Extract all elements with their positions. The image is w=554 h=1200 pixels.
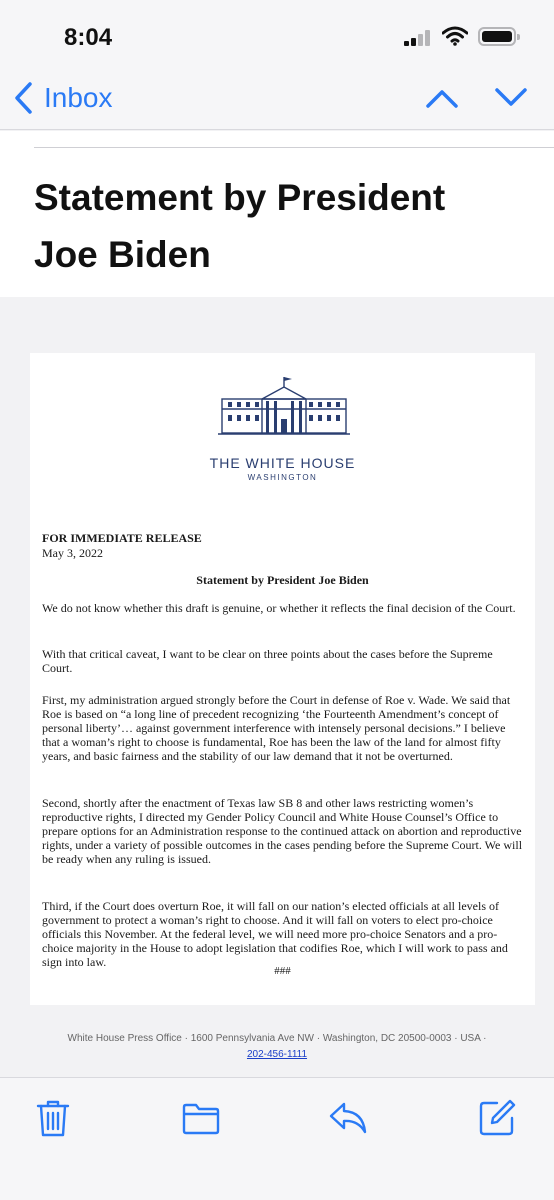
footer-address: White House Press Office · 1600 Pennsylvania Ave NW · Washington, DC 20500-0003 · USA ·	[67, 1033, 487, 1044]
next-message-button[interactable]	[493, 84, 529, 112]
wifi-icon	[442, 26, 468, 46]
white-house-logo-icon	[218, 375, 350, 437]
folder-icon	[181, 1098, 221, 1138]
email-header	[0, 131, 554, 297]
previous-message-button[interactable]	[424, 84, 460, 112]
paragraph: Third, if the Court does overturn Roe, it will fall on our nation’s elected officials at all levels of government to protect a woman’s right to choose. And it will fall on voters to elect pro-choice officials this November. At the federal level, we will need more pro-choice Senators and a pro-choice majority in the House to adopt legislation that codifies Roe, which I will work to pass and sign into law.	[42, 899, 508, 969]
paragraph: We do not know whether this draft is genuine, or whether it reflects the final decision of the Court.	[42, 601, 516, 615]
back-label: Inbox	[44, 82, 113, 113]
letterhead-title: THE WHITE HOUSE	[209, 455, 356, 471]
reply-button[interactable]	[328, 1098, 368, 1138]
paragraph: First, my administration argued strongly before the Court in defense of Roe v. Wade. We said that Roe is based on “a long line of precedent recognizing ‘the Fourteenth Amendment’s concept of personal liberty’… against government interference with intensely personal decisions.” I believe that a woman’s right to choose is fundamental, Roe has been the law of the land for almost fifty years, and basic fairness and the stability of our law demand that it not be overturned.	[42, 693, 511, 763]
paragraph: Second, shortly after the enactment of Texas law SB 8 and other laws restricting women’s reproductive rights, I directed my Gender Policy Council and White House Counsel’s Office to prepare options for an Administration response to the continued attack on abortion and reproductive rights, under a variety of possible outcomes in the cases pending before the Supreme Court. We will be ready when any ruling is issued.	[42, 796, 523, 866]
status-time: 8:04	[64, 24, 113, 51]
divider	[34, 147, 554, 148]
press-release-document	[30, 353, 535, 1005]
paragraph: With that critical caveat, I want to be clear on three points about the cases before the Supreme Court.	[42, 647, 493, 675]
footer-phone-link[interactable]: 202-456-1111	[246, 1049, 308, 1060]
reply-icon	[328, 1098, 368, 1138]
cellular-signal-icon	[404, 30, 434, 46]
trash-icon	[33, 1098, 73, 1138]
back-to-inbox-button[interactable]	[12, 78, 113, 118]
end-mark: ###	[274, 965, 291, 977]
battery-icon	[478, 27, 516, 46]
compose-icon	[477, 1098, 517, 1138]
chevron-left-icon	[12, 81, 34, 115]
move-to-folder-button[interactable]	[181, 1098, 221, 1138]
compose-button[interactable]	[477, 1098, 517, 1138]
navigation-bar	[0, 0, 554, 130]
letterhead-subtitle: WASHINGTON	[247, 473, 318, 482]
release-label: FOR IMMEDIATE RELEASE	[42, 531, 202, 545]
email-body[interactable]	[0, 297, 554, 1077]
delete-button[interactable]	[33, 1098, 73, 1138]
bottom-toolbar	[0, 1077, 554, 1200]
release-date: May 3, 2022	[42, 546, 103, 560]
statement-title: Statement by President Joe Biden	[196, 573, 369, 587]
email-subject: Statement by President Joe Biden	[34, 177, 446, 275]
